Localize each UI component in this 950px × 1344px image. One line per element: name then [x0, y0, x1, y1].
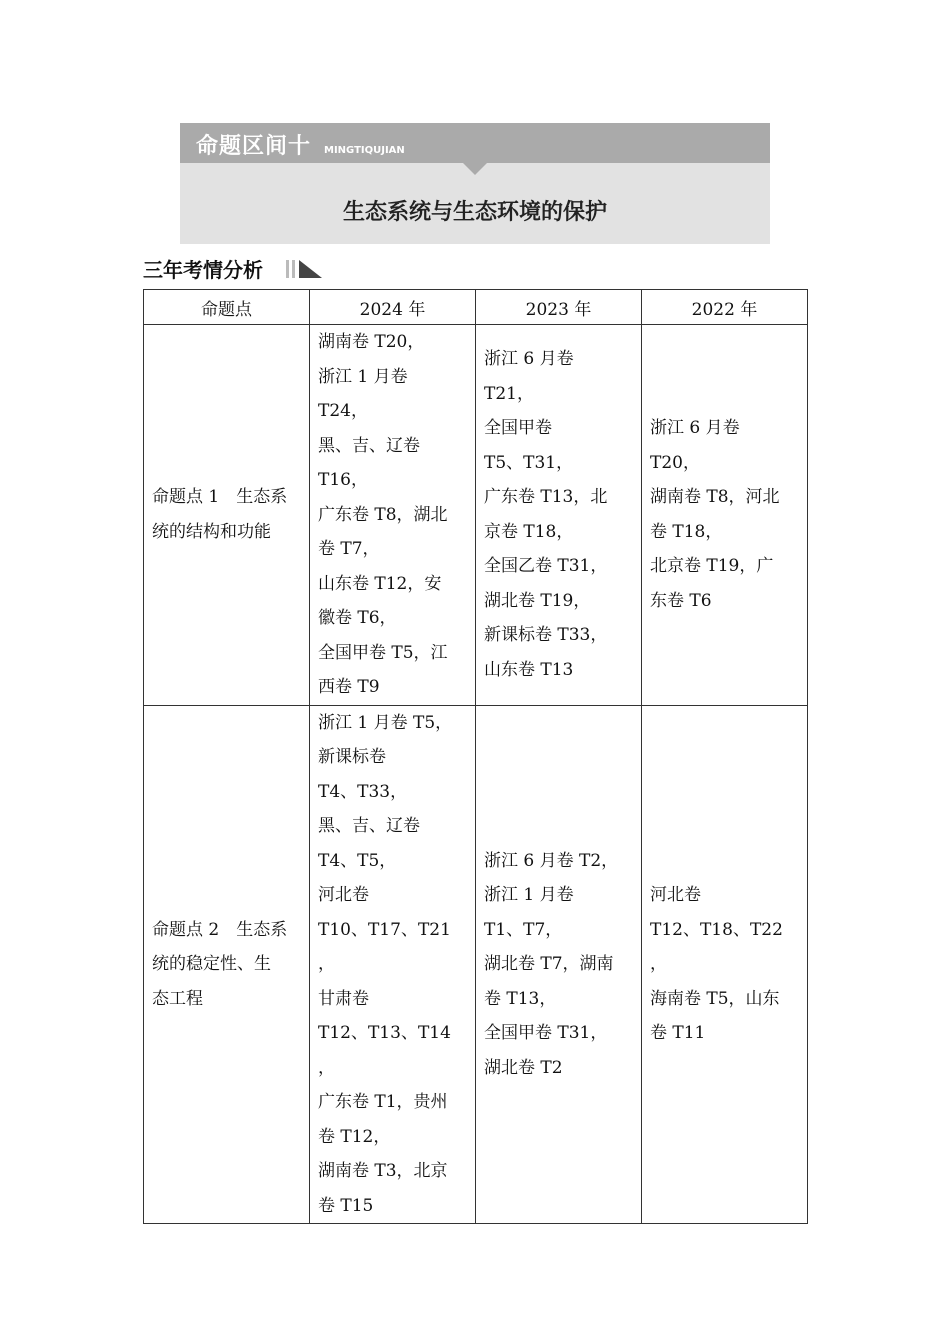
cell-line: T24， [318, 401, 368, 421]
cell-line: 卷 T13， [484, 988, 557, 1009]
section-heading [143, 254, 263, 284]
cell-line: 湖南卷 T8，河北 [650, 487, 780, 508]
cell-line: ， [318, 954, 335, 974]
cell-line: 卷 T18， [650, 521, 723, 542]
cell-line: 卷 T12， [318, 1126, 391, 1147]
cell-line: 湖南卷 T20， [318, 332, 425, 352]
banner-top-bar [180, 123, 770, 163]
banner-title: 命题区间十 [196, 134, 312, 159]
cell-line: T12、T13、T14 [318, 1023, 451, 1043]
cell-line: 浙江 1 月卷 T5， [318, 712, 453, 733]
cell-line: 浙江 6 月卷 [484, 349, 574, 370]
table-row [144, 705, 808, 1224]
cell-line: 卷 T7， [318, 539, 380, 559]
cell-line: 命题点 2 生态系 [152, 919, 288, 940]
header-2022: 2022 年 [642, 290, 808, 325]
year-2023-cell [476, 705, 642, 1224]
cell-line: 黑、吉、辽卷 [318, 435, 420, 456]
table-header-row [144, 290, 808, 325]
cell-line: ， [650, 954, 667, 974]
header-2024: 2024 年 [310, 290, 476, 325]
topic-cell [144, 325, 310, 706]
cell-line: T20， [650, 452, 700, 473]
cell-line: 湖北卷 T2 [484, 1057, 563, 1078]
cell-line: 徽卷 T6， [318, 608, 397, 628]
banner-subtitle: 生态系统与生态环境的保护 [342, 200, 607, 225]
year-2024-cell [310, 325, 476, 706]
cell-line: 黑、吉、辽卷 [318, 816, 420, 836]
cell-line: 全国乙卷 T31， [484, 556, 608, 577]
chapter-banner [180, 123, 770, 244]
exam-analysis-table [143, 289, 808, 1224]
cell-line: 广东卷 T1，贵州 [318, 1092, 448, 1112]
cell-line: 统的稳定性、生 [152, 954, 271, 974]
cell-line: 态工程 [152, 988, 203, 1009]
cell-line: 海南卷 T5，山东 [650, 988, 780, 1009]
cell-line: 湖北卷 T19， [484, 590, 591, 611]
cell-line: 新课标卷 [318, 747, 386, 767]
section-title: 三年考情分析 [143, 258, 263, 282]
cell-line: 浙江 1 月卷 [318, 366, 408, 387]
cell-line: T21， [484, 383, 534, 404]
cell-line: 命题点 1 生态系 [152, 487, 288, 508]
cell-line: T10、T17、T21 [318, 919, 451, 940]
cell-line: ， [318, 1057, 335, 1078]
header-topic: 命题点 [144, 290, 310, 325]
cell-line: 统的结构和功能 [152, 521, 271, 542]
cell-line: 东卷 T6 [650, 590, 712, 611]
cell-line: 湖南卷 T3，北京 [318, 1161, 448, 1181]
cell-line: T1、T7， [484, 919, 563, 940]
cell-line: 河北卷 [650, 885, 701, 905]
year-2024-cell [310, 705, 476, 1224]
cell-line: 湖北卷 T7，湖南 [484, 954, 614, 974]
cell-line: T12、T18、T22 [650, 919, 783, 940]
section-decoration-icon [286, 258, 326, 280]
banner-pinyin: MINGTIQUJIAN [324, 145, 405, 156]
cell-line: 山东卷 T13 [484, 659, 574, 680]
cell-line: 山东卷 T12，安 [318, 573, 442, 594]
year-2023-cell [476, 325, 642, 706]
table-row [144, 325, 808, 706]
cell-line: 河北卷 [318, 885, 369, 905]
cell-line: T5、T31， [484, 452, 574, 473]
cell-line: 全国甲卷 T5，江 [318, 642, 448, 663]
cell-line: 卷 T15 [318, 1195, 374, 1216]
cell-line: 浙江 6 月卷 [650, 418, 740, 439]
year-2022-cell [642, 705, 808, 1224]
cell-line: 新课标卷 T33， [484, 625, 608, 646]
cell-line: T4、T5， [318, 850, 397, 871]
header-2023: 2023 年 [476, 290, 642, 325]
cell-line: 浙江 6 月卷 T2， [484, 850, 619, 871]
cell-line: 甘肃卷 [318, 988, 369, 1009]
banner-notch [463, 163, 487, 175]
cell-line: 卷 T11 [650, 1023, 706, 1043]
cell-line: 广东卷 T13，北 [484, 487, 608, 508]
cell-line: T4、T33， [318, 781, 408, 802]
cell-line: 广东卷 T8，湖北 [318, 504, 448, 525]
cell-line: 京卷 T18， [484, 521, 574, 542]
cell-line: 西卷 T9 [318, 677, 380, 697]
year-2022-cell [642, 325, 808, 706]
cell-line: 全国甲卷 T31， [484, 1023, 608, 1043]
cell-line: T16， [318, 470, 368, 490]
cell-line: 北京卷 T19，广 [650, 556, 774, 577]
cell-line: 浙江 1 月卷 [484, 885, 574, 905]
topic-cell [144, 705, 310, 1224]
cell-line: 全国甲卷 [484, 418, 552, 439]
